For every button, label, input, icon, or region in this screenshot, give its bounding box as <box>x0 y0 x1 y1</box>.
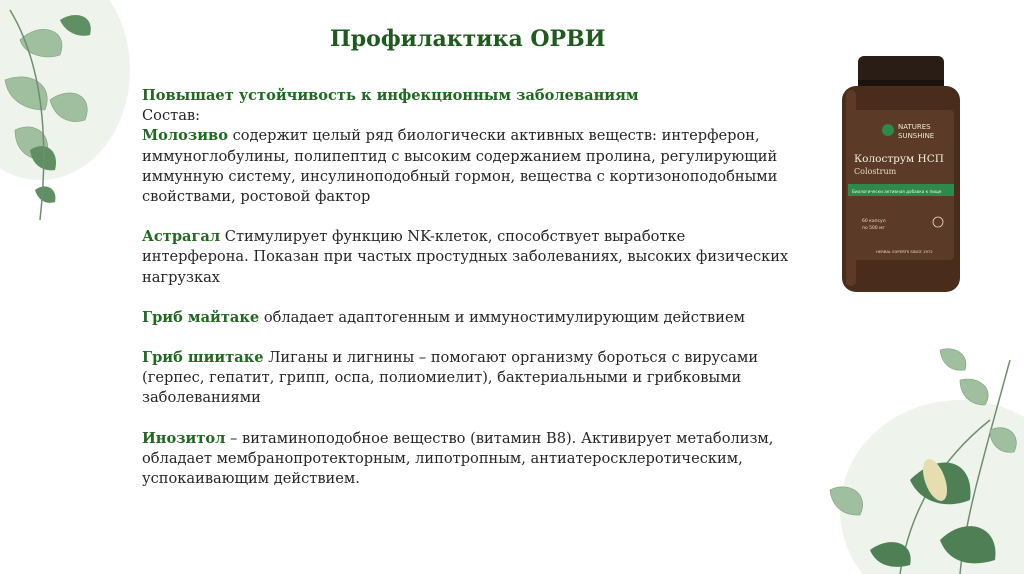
ingredient-inositol <box>142 429 792 490</box>
leaves-bottom-right-decoration <box>790 340 1024 574</box>
product-footer: HERBAL EXPERTS SINCE 1972 <box>876 249 933 254</box>
composition-label: Состав: <box>142 107 201 125</box>
ingredient-text: – витаминоподобное вещество (витамин В8). Активирует метаболизм, обладает мембранопротекторным, липотропным, антиатеросклеротическим, успокаивающим действием. <box>142 429 774 488</box>
ingredient-name: Астрагал <box>142 228 221 246</box>
slide-body <box>142 86 792 489</box>
ingredient-text: Стимулирует функцию NK-клеток, способствует выработке интерферона. Показан при частых простудных заболеваниях, высоких физических нагрузках <box>142 228 789 286</box>
lead-line: Повышает устойчивость к инфекционным заболеваниям <box>142 87 639 104</box>
ingredient-name: Гриб майтаке <box>142 308 260 326</box>
product-name: Колострум НСП <box>854 153 944 165</box>
ingredient-astragalus <box>142 227 792 288</box>
brand-line-2: SUNSHINE <box>898 132 935 140</box>
ingredient-name: Инозитол <box>142 429 226 447</box>
ingredient-text: Лиганы и лигнины – помогают организму бороться с вирусами (герпес, гепатит, грипп, оспа, полиомиелит), бактериальными и грибковыми заболеваниями <box>142 349 759 407</box>
ingredient-name: Молозиво <box>142 127 228 145</box>
product-latin-name: Colostrum <box>854 167 897 176</box>
leaves-top-left-decoration <box>0 0 140 240</box>
product-weight: по 500 мг <box>862 226 885 231</box>
ingredient-text: обладает адаптогенным и иммуностимулирующим действием <box>259 308 745 326</box>
slide-title: Профилактика ОРВИ <box>330 26 606 52</box>
ingredient-shiitake <box>142 348 792 409</box>
ingredient-name: Гриб шиитаке <box>142 349 264 367</box>
ingredient-maitake <box>142 308 792 328</box>
ingredient-text: содержит целый ряд биологически активных веществ: интерферон, иммуноглобулины, полипептид с высоким содержанием пролина, регулирующий иммунную систему, инсулиноподобный гормон, вещества с кортизоноподобными свойствами, ростовой фактор <box>142 127 778 206</box>
product-bottle-image <box>792 50 1008 300</box>
product-band-text: Биологически активная добавка к пище <box>852 189 942 194</box>
product-capsules: 60 капсул <box>862 219 886 224</box>
brand-line-1: NATURES <box>898 123 931 131</box>
ingredient-colostrum <box>142 126 792 207</box>
